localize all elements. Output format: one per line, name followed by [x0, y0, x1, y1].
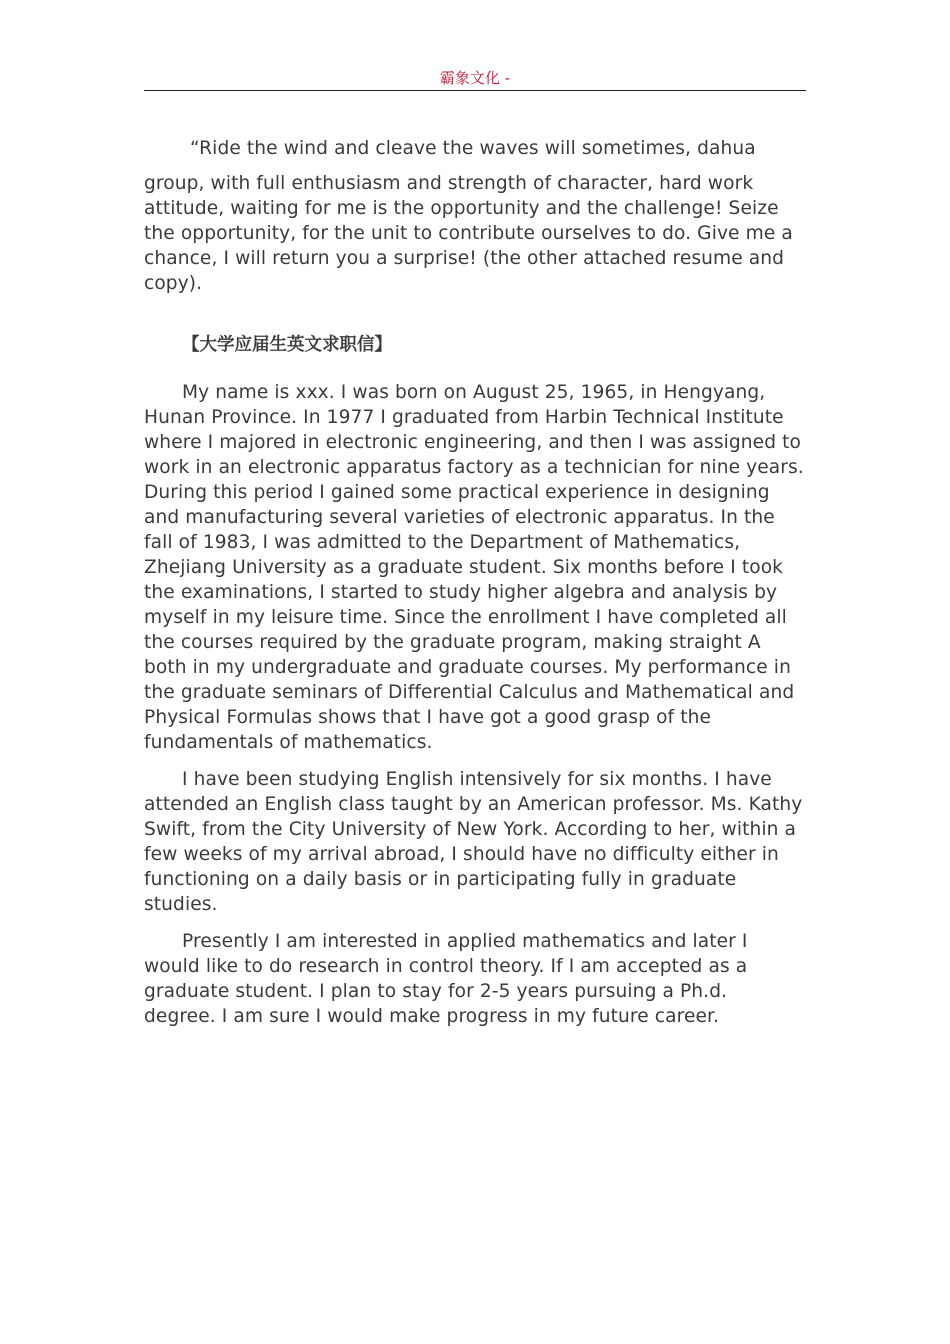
- section-title: 【大学应届生英文求职信】: [182, 335, 392, 355]
- header-title: 霸象文化 -: [439, 69, 511, 87]
- document-body: [144, 136, 804, 1029]
- intro-continuation: group, with full enthusiasm and strength of character, hard work attitude, waiting for me is the opportunity and the challenge! Seize the opportunity, for the unit to contribute ourselves to do. Give me a chance, I will return you a surprise! (the other attached resume and copy).: [144, 173, 793, 294]
- body-paragraph-2: I have been studying English intensively for six months. I have attended an English class taught by an American professor. Ms. Kathy Swift, from the City University of New York. According to her, within a few weeks of my arrival abroad, I should have no difficulty either in functioning on a daily basis or in participating fully in graduate studies.: [144, 769, 803, 915]
- intro-first-line: “Ride the wind and cleave the waves will sometimes, dahua: [190, 138, 756, 159]
- page-header: [144, 66, 806, 91]
- body-paragraph-1: My name is xxx. I was born on August 25, 1965, in Hengyang, Hunan Province. In 1977 I graduated from Harbin Technical Institute where I majored in electronic engineering, and then I was assigned to work in an electronic apparatus factory as a technician for nine years. During this period I gained some practical experience in designing and manufacturing several varieties of electronic apparatus. In the fall of 1983, I was admitted to the Department of Mathematics, Zhejiang University as a graduate student. Six months before I took the examinations, I started to study higher algebra and analysis by myself in my leisure time. Since the enrollment I have completed all the courses required by the graduate program, making straight A both in my undergraduate and graduate courses. My performance in the graduate seminars of Differential Calculus and Mathematical and Physical Formulas shows that I have got a good grasp of the fundamentals of mathematics.: [144, 382, 804, 753]
- body-paragraph-3: Presently I am interested in applied mathematics and later I would like to do research in control theory. If I am accepted as a graduate student. I plan to stay for 2-5 years pursuing a Ph.d. degree. I am sure I would make progress in my future career.: [144, 931, 748, 1027]
